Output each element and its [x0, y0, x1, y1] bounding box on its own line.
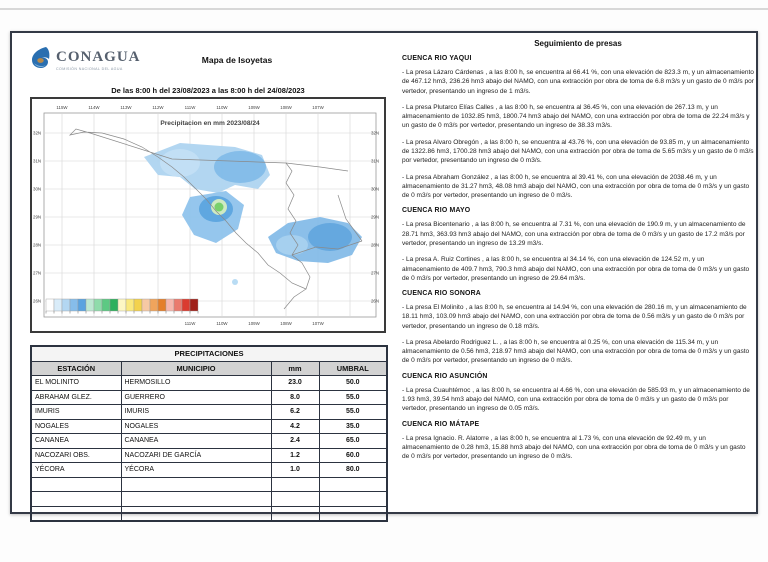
- table-empty-row: [31, 506, 387, 521]
- dam-status-paragraph: - La presa Abelardo Rodriguez L. , a las 8:00 h, se encuentra al 0.25 %, con una elevación de 115.34 m, y un almacenamiento de 0.56 hm3, 218.97 hm3 abajo del NAMO, con una extracción por obra de toma de 0 m3/s y un gasto de 0 m3/s por vertedor, presentando un ingreso de 0 m3/s.: [402, 338, 750, 365]
- dam-status-paragraph: - La presa Cuauhtémoc , a las 8:00 h, se encuentra al 4.66 %, con una elevación de 585.93 m, y un almacenamiento de 1.93 hm3, 39.54 hm3 abajo del NAMO, con una extracción por obra de toma de 0 m3/s y un gasto de 0 m3/s por vertedor, presentando un ingreso de 0.05 m3/s.: [402, 386, 750, 413]
- municipio-cell: GUERRERO: [121, 390, 271, 405]
- empty-cell: [31, 477, 121, 492]
- mm-cell: 4.2: [271, 419, 319, 434]
- lat-tick-label-right: 26N: [370, 298, 379, 304]
- column-header-0: ESTACIÓN: [31, 361, 121, 376]
- cuenca-heading: CUENCA RIO MÁTAPE: [402, 420, 480, 428]
- report-page: [10, 31, 758, 514]
- map-inner-title: Precipitacion en mm 2023/08/24: [160, 120, 260, 127]
- empty-cell: [31, 492, 121, 507]
- mm-cell: 2.4: [271, 434, 319, 449]
- mm-cell: 1.2: [271, 448, 319, 463]
- empty-cell: [121, 506, 271, 521]
- lat-tick-label-right: 32N: [370, 130, 379, 136]
- dam-status-paragraph: - La presa Lázaro Cárdenas , a las 8:00 h, se encuentra al 66.41 %, con una elevación de 823.3 m, y un almacenamiento de 467.12 hm3, 236.26 hm3 abajo del NAMO, con una extracción por obra de toma de 6.8 m3/s y un gasto de 0 m3/s por vertedor, presentando un ingreso de 1 m3/s.: [402, 69, 754, 95]
- lon-tick-label: 111W: [184, 105, 196, 110]
- umbral-cell: 55.0: [319, 405, 387, 420]
- dam-status-paragraph: - La presa Plutarco Elías Calles , a las 8:00 h, se encuentra al 36.45 %, con una elevación de 267.13 m, y un almacenamiento de 1032.85 hm3, 1800.74 hm3 abajo del NAMO, con una extracción por obra de toma de 22.24 m3/s y un gasto de 0 m3/s por vertedor, presentando un ingreso de 38.33 m3/s.: [402, 103, 750, 130]
- table-row: [31, 405, 387, 420]
- lon-tick-label-bottom: 111W: [184, 321, 196, 326]
- dam-status-paragraph: - La presa Bicentenario , a las 8:00 h, se encuentra al 7.31 %, con una elevación de 190.9 m, y un almacenamiento de 28.71 hm3, 363.93 hm3 abajo del NAMO, con una extracción por obra de toma de 0 m3/s y un gasto de 17.2 m3/s por vertedor, presentando un ingreso de 13.29 m3/s.: [402, 221, 746, 247]
- table-row: [31, 419, 387, 434]
- table-header-row: [31, 361, 387, 376]
- municipio-cell: CANANEA: [121, 434, 271, 449]
- lon-tick-label-bottom: 107W: [312, 321, 324, 326]
- conagua-logo: [30, 45, 141, 74]
- umbral-cell: 35.0: [319, 419, 387, 434]
- lon-tick-label: 109W: [248, 105, 260, 110]
- lon-tick-label: 110W: [216, 105, 228, 110]
- station-cell: EL MOLINITO: [31, 376, 121, 391]
- lat-tick-label-left: 28N: [33, 242, 42, 248]
- lat-tick-label-left: 30N: [33, 186, 42, 192]
- lat-tick-label-right: 27N: [370, 270, 379, 276]
- cuenca-heading: CUENCA RIO SONORA: [402, 290, 481, 298]
- lon-tick-label: 113W: [120, 105, 132, 110]
- table-empty-row: [31, 477, 387, 492]
- municipio-cell: NACOZARI DE GARCÍA: [121, 448, 271, 463]
- lat-tick-label-left: 27N: [33, 270, 42, 276]
- empty-cell: [319, 492, 387, 507]
- table-row: [31, 390, 387, 405]
- lon-tick-label-bottom: 108W: [280, 321, 292, 326]
- lat-tick-label-left: 29N: [33, 214, 42, 220]
- column-header-1: MUNICIPIO: [121, 361, 271, 376]
- dam-report: [402, 39, 754, 468]
- mm-cell: 23.0: [271, 376, 319, 391]
- table-row: [31, 463, 387, 478]
- empty-cell: [271, 506, 319, 521]
- lat-tick-label-left: 26N: [33, 298, 42, 304]
- precipitation-table: [30, 345, 388, 522]
- empty-cell: [121, 492, 271, 507]
- station-cell: YÉCORA: [31, 463, 121, 478]
- lon-tick-label: 108W: [280, 105, 292, 110]
- municipio-cell: NOGALES: [121, 419, 271, 434]
- column-header-2: mm: [271, 361, 319, 376]
- empty-cell: [271, 492, 319, 507]
- lon-tick-label: 115W: [56, 105, 68, 110]
- lat-tick-label-right: 30N: [370, 186, 379, 192]
- dam-status-paragraph: - La presa A. Ruiz Cortines , a las 8:00 h, se encuentra al 34.14 %, con una elevación de 124.52 m, y un almacenamiento de 409.7 hm3, 790.3 hm3 abajo del NAMO, con una extracción por obra de toma de 0 m3/s y un gasto de 0 m3/s por vertedor, presentando un ingreso de 29.64 m3/s.: [402, 256, 750, 282]
- cuenca-heading: CUENCA RIO MAYO: [402, 207, 471, 215]
- precip-blobs: [144, 143, 362, 285]
- empty-cell: [319, 477, 387, 492]
- dam-status-paragraph: - La presa Ignacio. R. Alatorre , a las 8:00 h, se encuentra al 1.73 %, con una elevación de 92.49 m, y un almacenamiento de 0.28 hm3, 15.88 hm3 abajo del NAMO, con una extracción por obra de toma de 0 m3/s y un gasto de 0 m3/s por vertedor, presentando un ingreso de 0 m3/s.: [402, 434, 746, 461]
- column-header-3: UMBRAL: [319, 361, 387, 376]
- umbral-cell: 50.0: [319, 376, 387, 391]
- station-cell: IMURIS: [31, 405, 121, 420]
- mm-cell: 6.2: [271, 405, 319, 420]
- isohyet-map: [30, 97, 386, 333]
- table-row: [31, 434, 387, 449]
- station-cell: NACOZARI OBS.: [31, 448, 121, 463]
- cuenca-heading: CUENCA RIO ASUNCIÓN: [402, 372, 488, 380]
- period-subtitle: De las 8:00 h del 23/08/2023 a las 8:00 h del 24/08/2023: [111, 86, 305, 95]
- lat-tick-label-left: 31N: [33, 158, 42, 164]
- mm-cell: 8.0: [271, 390, 319, 405]
- lon-tick-label-bottom: 109W: [248, 321, 260, 326]
- dam-status-paragraph: - La presa El Molinito , a las 8:00 h, se encuentra al 14.94 %, con una elevación de 280.16 m, y un almacenamiento de 18.11 hm3, 103.09 hm3 abajo del NAMO, con una extracción por obra de toma de 0.56 m3/s y un gasto de 0 m3/s por vertedor, presentando un ingreso de 0.18 m3/s.: [402, 304, 747, 330]
- cuenca-heading: CUENCA RIO YAQUI: [402, 55, 472, 62]
- lat-tick-label-right: 29N: [370, 214, 379, 220]
- umbral-cell: 60.0: [319, 448, 387, 463]
- station-cell: ABRAHAM GLEZ.: [31, 390, 121, 405]
- table-row: [31, 448, 387, 463]
- empty-cell: [31, 506, 121, 521]
- lat-tick-label-right: 28N: [370, 242, 379, 248]
- lon-tick-label: 114W: [88, 105, 100, 110]
- document-title: Mapa de Isoyetas: [201, 55, 273, 65]
- empty-cell: [121, 477, 271, 492]
- map-colorbar: [46, 299, 198, 314]
- logo-tagline-text: COMISIÓN NACIONAL DEL AGUA: [56, 66, 123, 71]
- table-row: [31, 376, 387, 391]
- empty-cell: [319, 506, 387, 521]
- umbral-cell: 65.0: [319, 434, 387, 449]
- dam-status-paragraph: - La presa Abraham González , a las 8:00 h, se encuentra al 39.41 %, con una elevación de 2038.46 m, y un almacenamiento de 31.27 hm3, 48.08 hm3 abajo del NAMO, con una extracción por obra de toma de 0 m3/s y un gasto de 0 m3/s por vertedor, presentando un ingreso de 0 m3/s.: [402, 173, 750, 200]
- lon-tick-label-bottom: 110W: [216, 321, 228, 326]
- lat-tick-label-left: 32N: [33, 130, 42, 136]
- dam-status-paragraph: - La presa Alvaro Obregón , a las 8:00 h, se encuentra al 43.76 %, con una elevación de 93.85 m, y un almacenamiento de 1322.86 hm3, 1700.28 hm3 abajo del NAMO, con una extracción por obra de toma de 5.65 m3/s y un gasto de 0 m3/s por vertedor, presentando un ingreso de 0 m3/s.: [402, 138, 754, 165]
- logo-brand-text: CONAGUA: [56, 48, 141, 65]
- municipio-cell: HERMOSILLO: [121, 376, 271, 391]
- table-title-row: [31, 346, 387, 361]
- table-empty-row: [31, 492, 387, 507]
- umbral-cell: 80.0: [319, 463, 387, 478]
- lat-tick-label-right: 31N: [370, 158, 379, 164]
- lon-tick-label: 107W: [312, 105, 324, 110]
- dam-report-sections: [402, 55, 754, 461]
- station-cell: NOGALES: [31, 419, 121, 434]
- municipio-cell: IMURIS: [121, 405, 271, 420]
- table-title: PRECIPITACIONES: [31, 346, 387, 361]
- empty-cell: [271, 477, 319, 492]
- station-cell: CANANEA: [31, 434, 121, 449]
- umbral-cell: 55.0: [319, 390, 387, 405]
- municipio-cell: YÉCORA: [121, 463, 271, 478]
- photo-edge-artifact: [0, 8, 768, 10]
- lon-tick-label: 112W: [152, 105, 164, 110]
- water-swirl-icon: [30, 45, 52, 74]
- dam-report-title: Seguimiento de presas: [534, 39, 622, 48]
- mm-cell: 1.0: [271, 463, 319, 478]
